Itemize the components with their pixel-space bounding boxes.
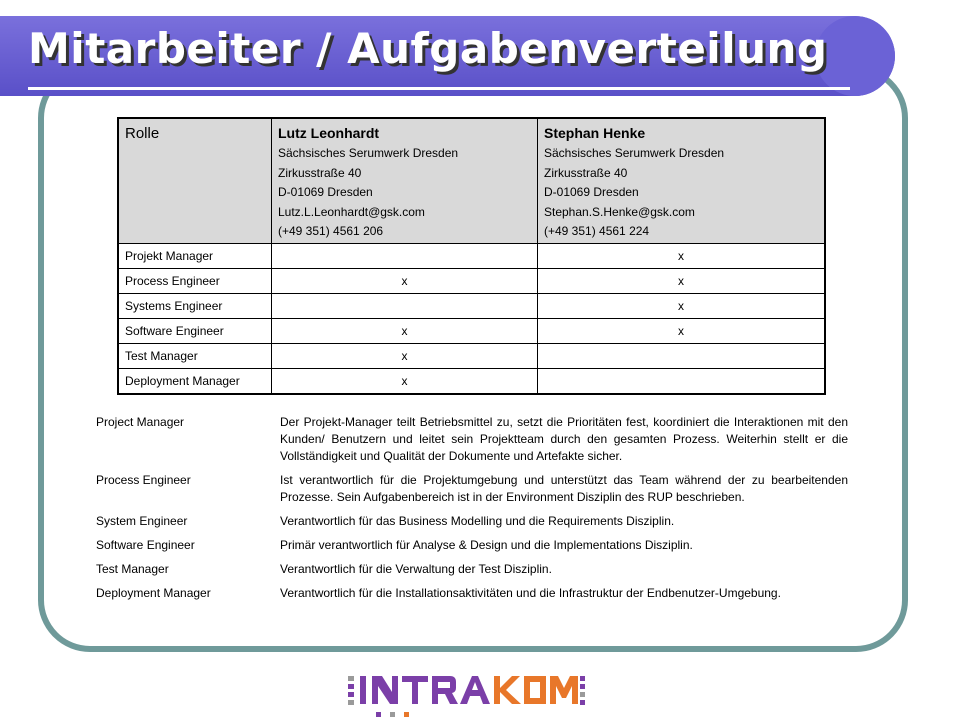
person-2-phone: (+49 351) 4561 224 xyxy=(544,224,650,238)
title-underline xyxy=(28,87,850,90)
description-text: Verantwortlich für die Installationsaktivitäten und die Infrastruktur der Endbenutzer-Umgebung. xyxy=(280,586,781,600)
description-term: System Engineer xyxy=(96,514,188,528)
person-2-mark: x xyxy=(538,244,826,269)
table-row xyxy=(118,294,825,319)
person-1-phone: (+49 351) 4561 206 xyxy=(278,224,384,238)
role-label: Process Engineer xyxy=(118,269,272,294)
logo-dots-bottom xyxy=(376,712,409,717)
description-term: Project Manager xyxy=(96,415,185,429)
person-2-mark: x xyxy=(538,269,826,294)
person-1-city: D-01069 Dresden xyxy=(278,185,373,199)
logo-dots-left xyxy=(348,676,354,705)
list-item xyxy=(96,561,848,578)
logo-dots-right xyxy=(580,676,585,705)
person-1-mark xyxy=(272,294,538,319)
intrakom-logo xyxy=(346,660,586,720)
table-header-row xyxy=(118,118,825,244)
person-2-name: Stephan Henke xyxy=(544,125,646,141)
description-term: Deployment Manager xyxy=(96,586,211,600)
table-row xyxy=(118,369,825,395)
table-row xyxy=(118,269,825,294)
description-term: Process Engineer xyxy=(96,473,191,487)
person-1-mark: x xyxy=(272,319,538,344)
person-2-street: Zirkusstraße 40 xyxy=(544,165,628,180)
role-descriptions xyxy=(96,414,848,609)
list-item xyxy=(96,585,848,602)
role-label: Software Engineer xyxy=(118,319,272,344)
role-label: Deployment Manager xyxy=(118,369,272,395)
table-row xyxy=(118,344,825,369)
description-text: Der Projekt-Manager teilt Betriebsmittel zu, setzt die Prioritäten fest, koordiniert die Interaktionen mit den Kunden/ Benutzern und leitet sein Projektteam durch den gesamten Prozess. Weiterhin stellt er die Vollständigkeit und Qualität der Dokumente und Artefakte sicher. xyxy=(280,415,848,463)
description-text: Ist verantwortlich für die Projektumgebung und unterstützt das Team während der zu bearbeitenden Prozesse. Sein Aufgabenbereich ist in der Environment Disziplin des RUP beschrieben. xyxy=(280,473,848,504)
person-2-company: Sächsisches Serumwerk Dresden xyxy=(544,146,725,160)
role-column-header xyxy=(118,118,272,244)
page-title: Mitarbeiter / Aufgabenverteilung xyxy=(28,24,828,73)
table-row xyxy=(118,319,825,344)
person-1-mark: x xyxy=(272,344,538,369)
person-1-mark xyxy=(272,244,538,269)
person-2-mark xyxy=(538,344,826,369)
description-term: Test Manager xyxy=(96,562,169,576)
role-label: Projekt Manager xyxy=(118,244,272,269)
description-text: Primär verantwortlich für Analyse & Design und die Implementations Disziplin. xyxy=(280,538,693,552)
person-2-mark: x xyxy=(538,294,826,319)
person-1-mark: x xyxy=(272,269,538,294)
role-assignment-table xyxy=(117,117,826,395)
table-row xyxy=(118,244,825,269)
person-1-name: Lutz Leonhardt xyxy=(278,125,380,141)
list-item xyxy=(96,414,848,465)
person-2-mark xyxy=(538,369,826,395)
role-label: Systems Engineer xyxy=(118,294,272,319)
description-term: Software Engineer xyxy=(96,538,195,552)
role-header-label: Rolle xyxy=(125,125,160,142)
description-text: Verantwortlich für die Verwaltung der Test Disziplin. xyxy=(280,562,552,576)
person-2-city: D-01069 Dresden xyxy=(544,185,639,199)
list-item xyxy=(96,513,848,530)
list-item xyxy=(96,537,848,554)
person-2-email: Stephan.S.Henke@gsk.com xyxy=(544,204,695,219)
person-1-header xyxy=(272,118,538,244)
person-1-mark: x xyxy=(272,369,538,395)
person-1-street: Zirkusstraße 40 xyxy=(278,165,362,180)
person-2-header xyxy=(538,118,826,244)
person-1-email: Lutz.L.Leonhardt@gsk.com xyxy=(278,204,425,219)
person-1-company: Sächsisches Serumwerk Dresden xyxy=(278,146,459,160)
list-item xyxy=(96,472,848,506)
description-text: Verantwortlich für das Business Modelling und die Requirements Disziplin. xyxy=(280,514,675,528)
role-label: Test Manager xyxy=(118,344,272,369)
person-2-mark: x xyxy=(538,319,826,344)
